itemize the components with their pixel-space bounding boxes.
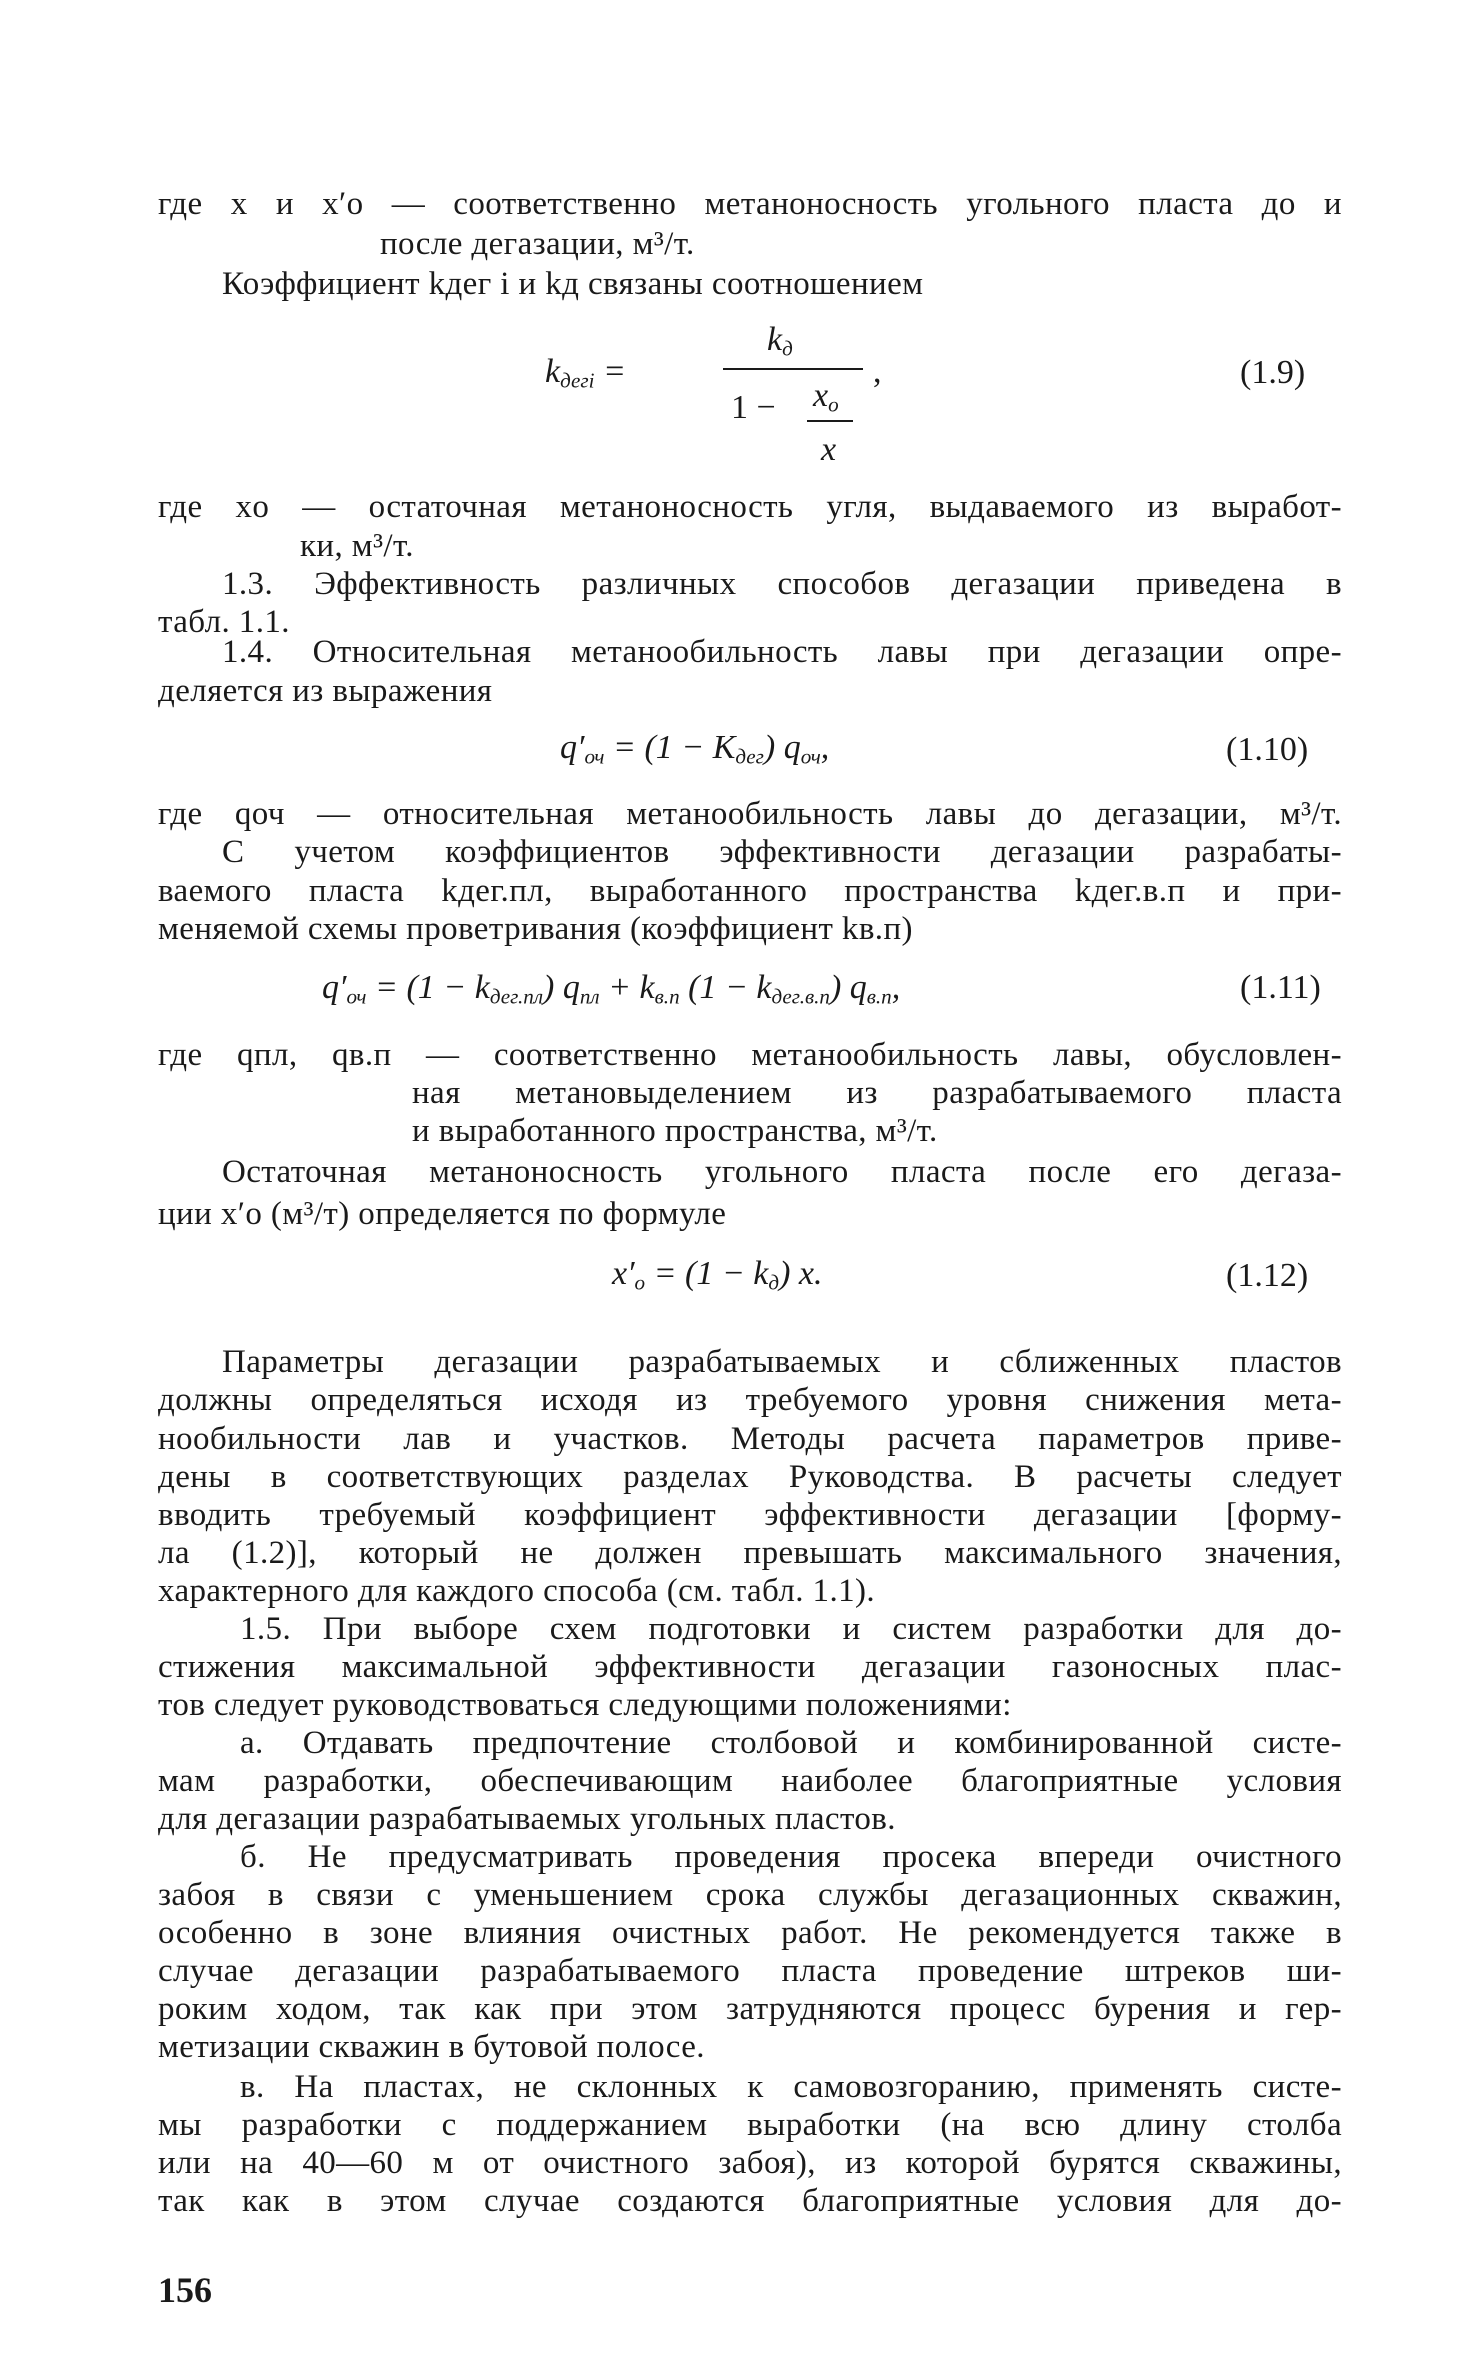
equation-1-11: $q'_{оч} = (1 - k_{дег.пл}) q_{пл} + k_{в.п}$ $(1 - k_{дег.в.п})$ $q_{в.п}$, xyxy=(322,969,901,1009)
text-line: ваемого пласта kдег.пл, выработанного пространства kдег.в.п и при- xyxy=(158,873,1342,909)
text-line: метизации скважин в бутовой полосе. xyxy=(158,2029,705,2065)
text-line: С учетом коэффициентов эффективности дегазации разрабаты- xyxy=(222,834,1342,870)
text-line: Параметры дегазации разрабатываемых и сближенных пластов xyxy=(222,1344,1342,1380)
text-line: забоя в связи с уменьшением срока службы дегазационных скважин, xyxy=(158,1877,1342,1913)
fraction-bar xyxy=(807,420,853,422)
text-line: роким ходом, так как при этом затрудняются процесс бурения и гер- xyxy=(158,1991,1342,2027)
equation-1-9 xyxy=(545,320,882,480)
text-line: 1.3. Эффективность различных способов дегазации приведена в xyxy=(222,566,1342,602)
text-line: в. На пластах, не склонных к самовозгоранию, применять систе- xyxy=(240,2069,1342,2105)
equation-number: (1.11) xyxy=(1240,969,1321,1006)
text-line: ки, м³/т. xyxy=(300,528,414,564)
text-line: деляется из выражения xyxy=(158,673,493,709)
text-line: и выработанного пространства, м³/т. xyxy=(412,1113,938,1149)
text-line: нообильности лав и участков. Методы расчета параметров приве- xyxy=(158,1421,1342,1457)
text-line: особенно в зоне влияния очистных работ. Не рекомендуется также в xyxy=(158,1915,1342,1951)
text-line: где qоч — относительная метанообильность лавы до дегазации, м³/т. xyxy=(158,796,1342,832)
text-line: а. Отдавать предпочтение столбовой и комбинированной систе- xyxy=(240,1725,1342,1761)
text-line: где xo — остаточная метаноносность угля, выдаваемого из выработ- xyxy=(158,489,1342,525)
text-line: ла (1.2)], который не должен превышать максимального значения, xyxy=(158,1535,1342,1571)
eq-1-9-text xyxy=(0,0,1,1)
text-line: ции x′o (м³/т) определяется по формуле xyxy=(158,1196,727,1232)
equation-number: (1.12) xyxy=(1226,1257,1309,1294)
eq-numerator: $k_д$ xyxy=(767,321,793,361)
text-line: так как в этом случае создаются благоприятные условия для до- xyxy=(158,2183,1342,2219)
text-line: 1.4. Относительная метанообильность лавы при дегазации опре- xyxy=(222,634,1342,670)
text-line: случае дегазации разрабатываемого пласта проведение штреков ши- xyxy=(158,1953,1342,1989)
text-line: дены в соответствующих разделах Руководства. В расчеты следует xyxy=(158,1459,1342,1495)
eq-sub-den: x xyxy=(821,431,837,468)
text-line: Остаточная метаноносность угольного пласта после его дегаза- xyxy=(222,1154,1342,1190)
text-line: тов следует руководствоваться следующими положениями: xyxy=(158,1687,1012,1723)
eq-sub-num: $x_o$ xyxy=(813,377,839,417)
text-line: стижения максимальной эффективности дегазации газоносных плас- xyxy=(158,1649,1342,1685)
equation-1-10: $q'_{оч} = (1 - K_{дег})$ $q_{оч}$, xyxy=(560,729,830,769)
equation-number: (1.9) xyxy=(1240,354,1306,391)
text-line: характерного для каждого способа (см. табл. 1.1). xyxy=(158,1573,876,1609)
text-line: мы разработки с поддержанием выработки (на всю длину столба xyxy=(158,2107,1342,2143)
text-line: после дегазации, м³/т. xyxy=(380,226,695,262)
eq-denominator: 1 − xyxy=(731,389,776,426)
page-number: 156 xyxy=(158,2270,212,2310)
text-line: должны определяться исходя из требуемого уровня снижения мета- xyxy=(158,1382,1342,1418)
text-line: где qпл, qв.п — соответственно метанообильность лавы, обусловлен- xyxy=(158,1037,1342,1073)
text-line: вводить требуемый коэффициент эффективности дегазации [форму- xyxy=(158,1497,1342,1533)
equation-1-12: $x'_o = (1 - k_д)$ x. xyxy=(612,1255,823,1295)
text-line: б. Не предусматривать проведения просека впереди очистного xyxy=(240,1839,1342,1875)
eq-lhs: $k_{дегi}$ = xyxy=(545,353,626,393)
text-line: Коэффициент kдег i и kд связаны соотношением xyxy=(222,266,924,302)
text-line: где x и x′o — соответственно метаноносность угольного пласта до и xyxy=(158,186,1342,222)
text-line: меняемой схемы проветривания (коэффициент kв.п) xyxy=(158,911,913,947)
text-line: 1.5. При выборе схем подготовки и систем разработки для до- xyxy=(240,1611,1342,1647)
text-line: ная метановыделением из разрабатываемого пласта xyxy=(412,1075,1342,1111)
fraction-bar xyxy=(723,368,863,370)
text-line: табл. 1.1. xyxy=(158,604,290,640)
eq-comma: , xyxy=(873,353,882,390)
text-line: для дегазации разрабатываемых угольных пластов. xyxy=(158,1801,896,1837)
text-line: мам разработки, обеспечивающим наиболее благоприятные условия xyxy=(158,1763,1342,1799)
equation-number: (1.10) xyxy=(1226,731,1309,768)
text-line: или на 40—60 м от очистного забоя), из которой бурятся скважины, xyxy=(158,2145,1342,2181)
